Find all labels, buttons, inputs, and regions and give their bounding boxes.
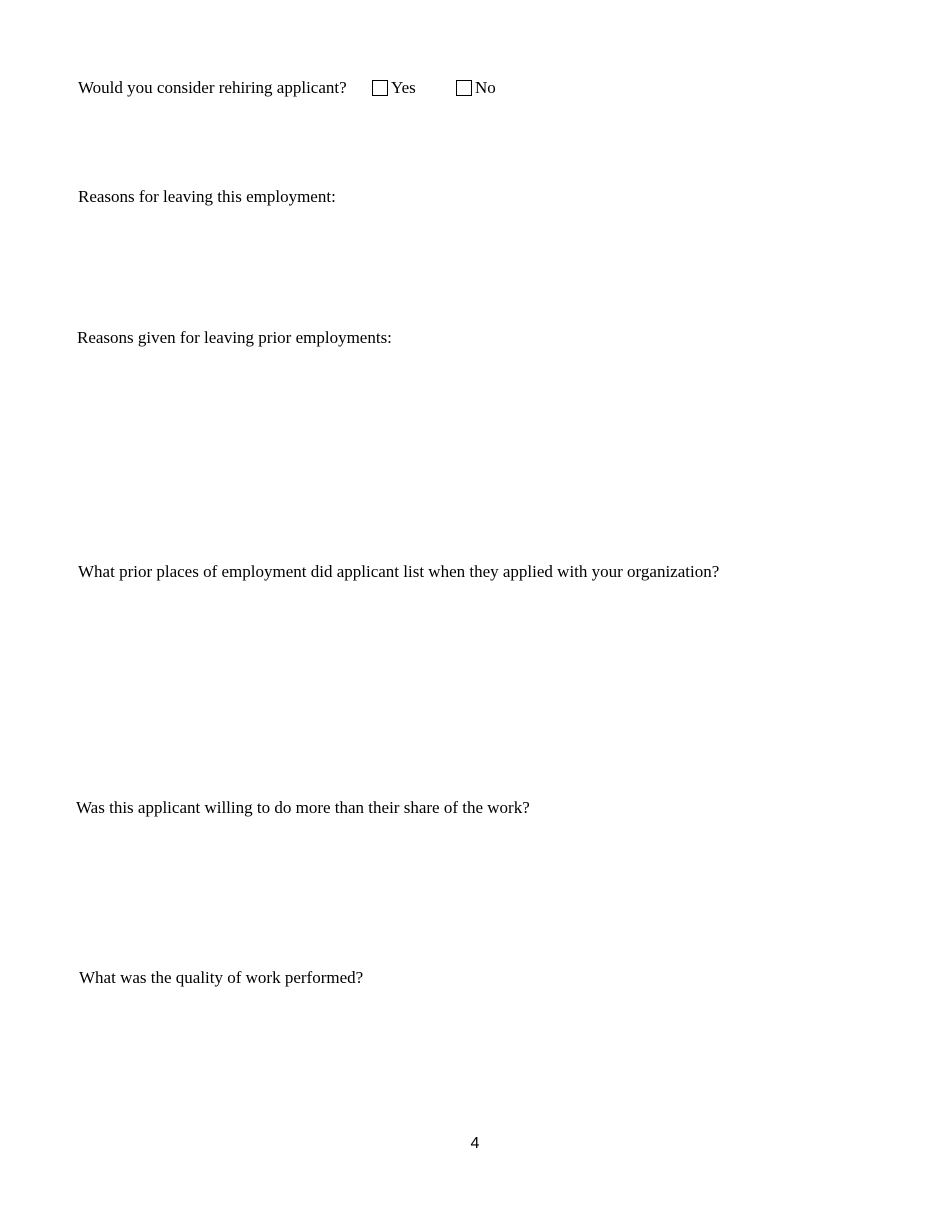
quality-work-question: What was the quality of work performed? <box>79 968 364 987</box>
rehire-yes-option[interactable] <box>372 78 422 98</box>
reasons-leaving-question: Reasons for leaving this employment: <box>78 187 336 206</box>
reasons-prior-question: Reasons given for leaving prior employments: <box>77 328 392 347</box>
rehire-no-label: No <box>475 78 496 97</box>
willing-share-question: Was this applicant willing to do more than their share of the work? <box>76 798 530 817</box>
rehire-yes-checkbox[interactable] <box>372 80 388 96</box>
rehire-yes-label: Yes <box>391 78 416 97</box>
rehire-no-checkbox[interactable] <box>456 80 472 96</box>
prior-places-question: What prior places of employment did applicant list when they applied with your organization? <box>78 562 720 581</box>
rehire-question-label: Would you consider rehiring applicant? <box>78 78 347 97</box>
page-number: 4 <box>470 1135 480 1152</box>
rehire-no-option[interactable] <box>456 78 501 98</box>
